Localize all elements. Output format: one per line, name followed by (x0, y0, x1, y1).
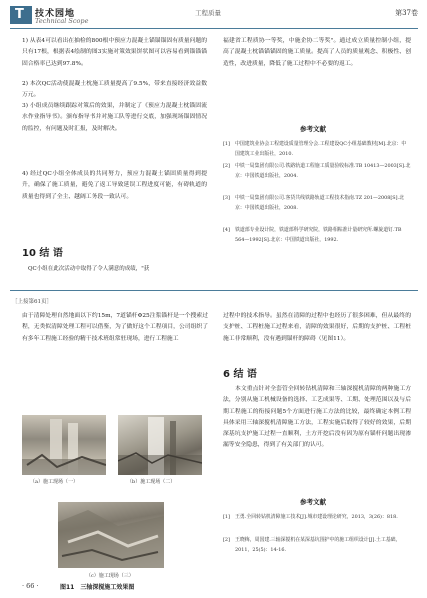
reference-item: [1] 王勇.全回转钻机清障施工技术[J].城市建设理论研究，2013，3(26)：818. (223, 514, 398, 520)
body-paragraph: 3) 小组成员继续跟踪对策后的效果，并制定了《预应力混凝土枕锚固流水作业指导书》。颁布指导书并对施工队等进行交底，加强现场锚固情况的监控，有问题及时汇报，及时解决。 (22, 103, 207, 132)
section-heading: 10 结 语 (22, 248, 63, 259)
photo-caption: （b）施工现场（二） (127, 479, 176, 485)
section-heading: 6 结 语 (223, 369, 257, 380)
page-number: · 66 · (22, 582, 39, 590)
body-paragraph: 福建省工程质协一等奖，中施企协二等奖"。通过成立质量控制小组，提高了混凝土枕锚锚锚固的施工质量。提高了人员的质量观念、积极性、创造性，改进质量，降低了施工过程中不必要的返工。 (223, 38, 411, 67)
body-paragraph: 由于清障处理自然地面以下约15m，7道锚杆Φ25注浆锚杆是一个搜索过程，无类似清障处理工程可以借鉴，为了做好这个工程项目，公司组织了有多年工程施工经验的精干技术班组常驻现场，进行工程施工 (22, 313, 208, 342)
body-paragraph: QC小组在此次活动中取得了令人满意的成绩，"获 (28, 266, 150, 272)
column-title-en: Technical Scope (35, 17, 89, 25)
column-logo: T (10, 6, 32, 24)
photo-drawing (22, 415, 106, 475)
body-paragraph: 2) 本次QC活动使混凝土枕施工质量提高了9.5%，带来直接经济效益数万元。 (22, 81, 207, 99)
volume-label: 第37卷 (395, 9, 418, 17)
column-title: 技术园地 (35, 9, 76, 19)
reference-item: [1] 中国建筑业协会工程建设质量管理分会.工程建设QC小组基础教材[M].北京：中国建筑工业出版社，2010. (223, 141, 407, 158)
photo-caption: （a）施工现场（一） (30, 479, 78, 485)
reference-item: [2] 王晓梅，周国建.三轴深搅机在某深基坑围护中的施工组织设计[J].土工基础，2011，25(5)：14-16. (223, 537, 401, 554)
continuation-note: ［上接第61页］ (12, 299, 52, 305)
reference-item: [2] 中铁一局集团有限公司.铁路轨道工程施工质量验收标准.TB 10413—2003[S].北京：中国铁道出版社，2004. (223, 163, 411, 180)
reference-item: [3] 中铁一局集团有限公司.客货共线铁路轨道工程技术指南.TZ 201—2008[S].北京：中国铁道出版社，2008. (223, 195, 404, 212)
body-paragraph: 本文重点针对全套管全回转钻机清障和三轴深搅机清障的两种施工方法，分别从施工机械设备的选择、工艺成果等、工期、处理范围以及与后期工程施工的衔接问题5个方面进行施工方法的比较，最终确定本例工程具体采用三轴深搅机清障施工方法，工程实施后取得了较好的效果，后期深基坑支护施工过程一直顺利，土方开挖后没有因为原有锚杆问题出现渗漏等安全隐患，得到了有关部门的认可。 (223, 386, 411, 449)
photo-caption: （c）施工现场（三） (86, 573, 134, 579)
references-heading: 参考文献 (300, 125, 326, 133)
figure-caption: 图11 三轴深搅施工效果图 (60, 584, 135, 591)
reference-item: [4] 铁道部专业设计院，铁道部科学研究院，铁路相粘准计量研究所.螺旋道钉.TB 564—1992[S].北京：中国铁道出版社，1992. (223, 227, 402, 244)
photo-drawing (118, 415, 202, 475)
site-photo (22, 415, 106, 475)
body-paragraph: 过程中的技术指导。虽然在清障的过程中也经历了很多困难，但从最终的支护桩、工程桩施工过程来看，清障的效果很好，后期的支护桩、工程桩施工非常顺利，没有遇到锚杆的障碍（见图11）。 (223, 313, 411, 342)
site-photo (58, 502, 164, 568)
article-divider (10, 290, 418, 291)
photo-drawing (58, 502, 164, 568)
running-header (10, 6, 418, 28)
header-rule (10, 28, 418, 29)
site-photo (118, 415, 202, 475)
references-heading: 参考文献 (300, 498, 326, 506)
body-paragraph: 1) 从表4可以看出在抽检的800根中预应力混凝土锚锚锚固有质量问题的只有17根，根据表4绘制的图3实施对策效果饼状图可以容易看到锚锚锚固合格率已达到97.8%。 (22, 38, 207, 67)
journal-name: 工程质量 (195, 9, 221, 17)
body-paragraph: 4) 经过QC小组全体成员的共同努力，预应力混凝土锚固质量得到提升，确保了施工质量，避免了返工导致延误工程进度可能，有碍轨道的质量也得到了全主、越阔工务段一致认可。 (22, 171, 207, 200)
